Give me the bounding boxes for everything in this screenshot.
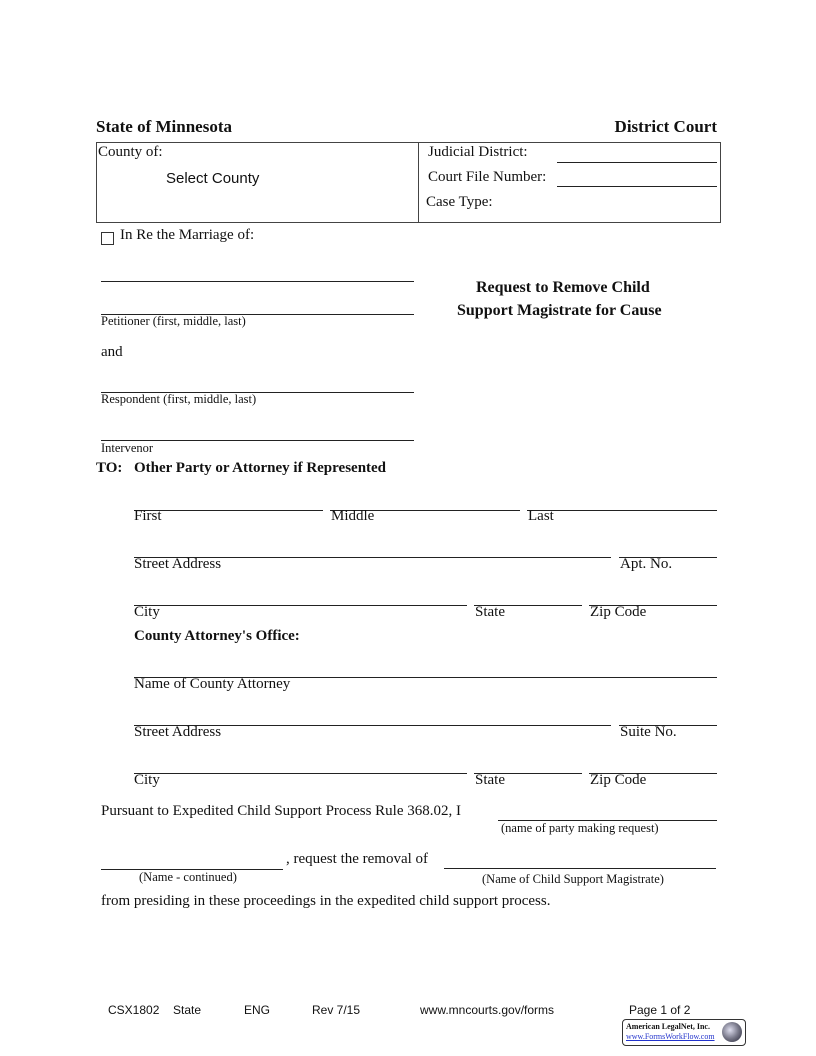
magistrate-field[interactable] xyxy=(444,868,716,869)
ca-state-label: State xyxy=(475,772,505,788)
apt-label: Apt. No. xyxy=(620,556,673,572)
ca-zip-label: Zip Code xyxy=(590,772,647,788)
footer-rev: Rev 7/15 xyxy=(312,1003,361,1017)
street-label: Street Address xyxy=(134,556,222,572)
marriage-checkbox[interactable] xyxy=(101,232,114,245)
respondent-label: Respondent (first, middle, last) xyxy=(101,392,257,406)
magistrate-label: (Name of Child Support Magistrate) xyxy=(482,872,664,886)
intervenor-label: Intervenor xyxy=(101,441,154,455)
footer-lang: ENG xyxy=(244,1003,271,1017)
form-title-line1: Request to Remove Child xyxy=(476,279,650,296)
middle-label: Middle xyxy=(331,508,375,524)
ca-city-field[interactable] xyxy=(134,773,467,774)
footer-form-id: CSX1802 xyxy=(108,1003,160,1017)
american-legalnet-logo[interactable] xyxy=(622,1019,746,1046)
marriage-label: In Re the Marriage of: xyxy=(120,227,255,243)
petitioner-field-1[interactable] xyxy=(101,281,414,282)
county-select[interactable]: Select County xyxy=(166,170,260,187)
court-heading: District Court xyxy=(614,117,717,136)
state-heading: State of Minnesota xyxy=(96,117,232,136)
footer-url[interactable]: www.mncourts.gov/forms xyxy=(420,1003,555,1017)
last-label: Last xyxy=(528,508,554,524)
first-name-field[interactable] xyxy=(134,510,323,511)
ca-city-label: City xyxy=(134,772,160,788)
footer-state: State xyxy=(173,1003,202,1017)
last-name-field[interactable] xyxy=(527,510,717,511)
presiding-text: from presiding in these proceedings in the expedited child support process. xyxy=(101,893,551,909)
ca-suite-label: Suite No. xyxy=(620,724,677,740)
first-label: First xyxy=(134,508,162,524)
to-label: TO: xyxy=(96,460,123,476)
county-attorney-heading: County Attorney's Office: xyxy=(134,628,300,644)
judicial-district-field[interactable] xyxy=(557,162,717,163)
court-file-number-field[interactable] xyxy=(557,186,717,187)
case-type-label: Case Type: xyxy=(426,194,493,210)
name-continued-label: (Name - continued) xyxy=(139,870,237,884)
and-label: and xyxy=(101,344,123,360)
zip-label: Zip Code xyxy=(590,604,647,620)
caption-divider xyxy=(418,142,419,222)
to-heading: Other Party or Attorney if Represented xyxy=(134,460,387,476)
ca-street-label: Street Address xyxy=(134,724,222,740)
county-label: County of: xyxy=(98,144,163,160)
judicial-district-label: Judicial District: xyxy=(428,144,528,160)
county-attorney-name-label: Name of County Attorney xyxy=(134,676,291,692)
logo-link[interactable]: www.FormsWorkFlow.com xyxy=(626,1032,715,1041)
city-label: City xyxy=(134,604,160,620)
court-file-number-label: Court File Number: xyxy=(428,169,547,185)
form-title-line2: Support Magistrate for Cause xyxy=(457,302,662,319)
state-label: State xyxy=(475,604,505,620)
party-name-label: (name of party making request) xyxy=(501,821,659,835)
request-text: , request the removal of xyxy=(286,851,429,867)
petitioner-label: Petitioner (first, middle, last) xyxy=(101,314,246,328)
footer-page: Page 1 of 2 xyxy=(629,1003,691,1017)
logo-name: American LegalNet, Inc. xyxy=(626,1022,710,1031)
city-field[interactable] xyxy=(134,605,467,606)
globe-icon xyxy=(722,1022,742,1042)
pursuant-text: Pursuant to Expedited Child Support Process Rule 368.02, I xyxy=(101,803,461,819)
